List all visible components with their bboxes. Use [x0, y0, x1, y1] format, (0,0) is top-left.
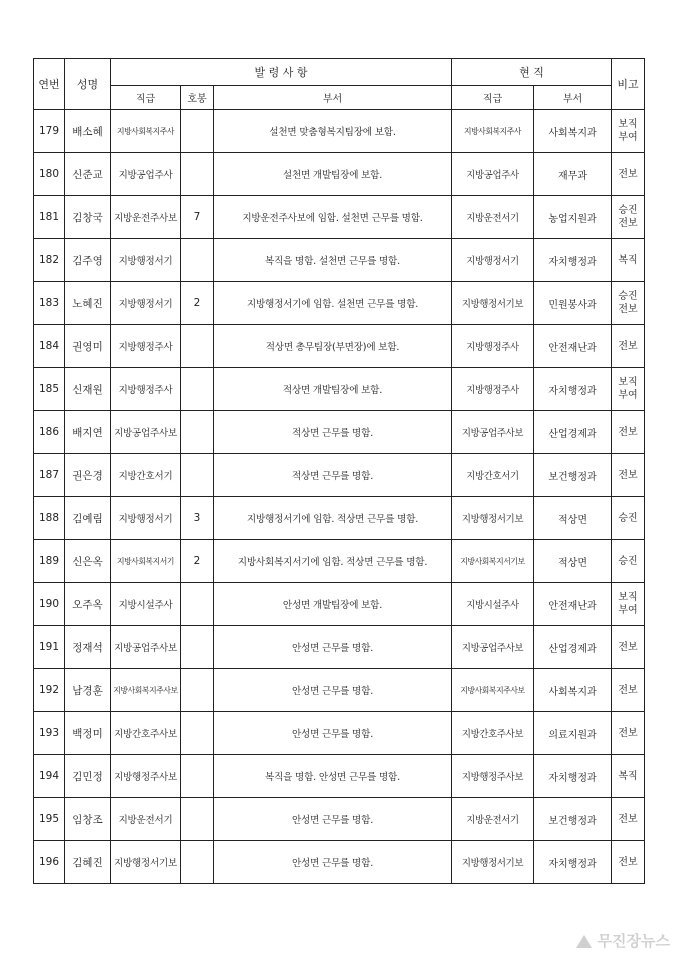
row-name: 신준교 [65, 153, 111, 196]
mountain-logo-icon [574, 934, 594, 948]
table-row [34, 626, 645, 669]
row-grade: 지방간호주사보 [111, 712, 181, 755]
row-current-grade: 지방운전서기 [452, 798, 534, 841]
row-seq: 195 [34, 798, 65, 841]
row-seq: 184 [34, 325, 65, 368]
table-row [34, 755, 645, 798]
row-grade: 지방행정서기 [111, 282, 181, 325]
row-current-dept: 자치행정과 [534, 841, 612, 884]
header-dept: 부서 [214, 86, 452, 110]
row-dept: 지방운전주사보에 임함. 설천면 근무를 명함. [214, 196, 452, 239]
header-current: 현 직 [452, 59, 612, 86]
row-seq: 193 [34, 712, 65, 755]
row-current-dept: 의료지원과 [534, 712, 612, 755]
table-row [34, 282, 645, 325]
row-dept: 지방사회복지서기에 임함. 적상면 근무를 명함. [214, 540, 452, 583]
table-row [34, 110, 645, 153]
row-current-grade: 지방행정주사 [452, 325, 534, 368]
watermark [574, 930, 670, 951]
row-current-grade: 지방행정서기보 [452, 497, 534, 540]
row-level [181, 153, 214, 196]
row-grade: 지방운전주사보 [111, 196, 181, 239]
row-dept: 안성면 근무를 명함. [214, 626, 452, 669]
row-grade: 지방사회복지서기 [111, 540, 181, 583]
row-grade: 지방행정서기 [111, 497, 181, 540]
row-dept: 안성면 근무를 명함. [214, 798, 452, 841]
table-row [34, 497, 645, 540]
header-cur-grade: 직급 [452, 86, 534, 110]
row-name: 임창조 [65, 798, 111, 841]
table-row [34, 583, 645, 626]
table-row [34, 411, 645, 454]
row-seq: 186 [34, 411, 65, 454]
row-grade: 지방운전서기 [111, 798, 181, 841]
row-seq: 181 [34, 196, 65, 239]
row-current-grade: 지방공업주사보 [452, 626, 534, 669]
row-current-dept: 자치행정과 [534, 368, 612, 411]
row-current-grade: 지방사회복지서기보 [452, 540, 534, 583]
row-name: 백정미 [65, 712, 111, 755]
row-current-grade: 지방공업주사보 [452, 411, 534, 454]
row-current-dept: 보건행정과 [534, 454, 612, 497]
row-seq: 190 [34, 583, 65, 626]
row-grade: 지방행정주사보 [111, 755, 181, 798]
row-remark: 전보 [612, 454, 645, 497]
header-remark: 비고 [612, 59, 645, 110]
row-dept: 적상면 근무를 명함. [214, 454, 452, 497]
row-seq: 189 [34, 540, 65, 583]
row-remark: 승진 전보 [612, 282, 645, 325]
row-dept: 안성면 개발팀장에 보함. [214, 583, 452, 626]
row-grade: 지방행정서기보 [111, 841, 181, 884]
row-remark: 전보 [612, 841, 645, 884]
row-current-grade: 지방행정서기 [452, 239, 534, 282]
row-current-grade: 지방행정주사보 [452, 755, 534, 798]
table-row [34, 196, 645, 239]
personnel-table [33, 58, 645, 884]
row-current-dept: 안전재난과 [534, 325, 612, 368]
row-current-grade: 지방사회복지주사보 [452, 669, 534, 712]
row-current-dept: 자치행정과 [534, 239, 612, 282]
row-remark: 전보 [612, 626, 645, 669]
row-dept: 복직을 명함. 설천면 근무를 명함. [214, 239, 452, 282]
row-current-dept: 재무과 [534, 153, 612, 196]
row-current-dept: 자치행정과 [534, 755, 612, 798]
row-level: 3 [181, 497, 214, 540]
row-level [181, 841, 214, 884]
row-dept: 지방행정서기에 임함. 적상면 근무를 명함. [214, 497, 452, 540]
header-seq: 연번 [34, 59, 65, 110]
row-current-dept: 사회복지과 [534, 669, 612, 712]
header-name: 성명 [65, 59, 111, 110]
row-current-grade: 지방시설주사 [452, 583, 534, 626]
table-row [34, 798, 645, 841]
row-dept: 설천면 맞춤형복지팀장에 보함. [214, 110, 452, 153]
table-row [34, 540, 645, 583]
row-seq: 182 [34, 239, 65, 282]
row-name: 정재석 [65, 626, 111, 669]
row-current-grade: 지방행정서기보 [452, 841, 534, 884]
row-name: 노혜진 [65, 282, 111, 325]
row-seq: 187 [34, 454, 65, 497]
row-level [181, 411, 214, 454]
row-name: 신은옥 [65, 540, 111, 583]
row-level [181, 583, 214, 626]
watermark-text: 무진장뉴스 [597, 932, 670, 950]
row-seq: 194 [34, 755, 65, 798]
row-current-dept: 산업경제과 [534, 411, 612, 454]
row-dept: 안성면 근무를 명함. [214, 669, 452, 712]
row-name: 김예림 [65, 497, 111, 540]
table-row [34, 712, 645, 755]
row-remark: 승진 전보 [612, 196, 645, 239]
row-level [181, 712, 214, 755]
row-name: 김창국 [65, 196, 111, 239]
row-level: 7 [181, 196, 214, 239]
row-dept: 지방행정서기에 임함. 설천면 근무를 명함. [214, 282, 452, 325]
row-name: 권은경 [65, 454, 111, 497]
row-current-dept: 보건행정과 [534, 798, 612, 841]
row-name: 김주영 [65, 239, 111, 282]
row-level [181, 239, 214, 282]
row-level [181, 755, 214, 798]
row-dept: 설천면 개발팀장에 보함. [214, 153, 452, 196]
row-seq: 179 [34, 110, 65, 153]
row-name: 김민정 [65, 755, 111, 798]
row-current-dept: 산업경제과 [534, 626, 612, 669]
row-name: 배소혜 [65, 110, 111, 153]
row-grade: 지방간호서기 [111, 454, 181, 497]
row-current-dept: 사회복지과 [534, 110, 612, 153]
row-seq: 191 [34, 626, 65, 669]
table-row [34, 368, 645, 411]
row-level [181, 454, 214, 497]
row-remark: 보직 부여 [612, 368, 645, 411]
row-current-grade: 지방행정주사 [452, 368, 534, 411]
row-level [181, 669, 214, 712]
row-level [181, 325, 214, 368]
row-remark: 복직 [612, 239, 645, 282]
table-body [34, 110, 645, 884]
row-seq: 185 [34, 368, 65, 411]
row-name: 신재원 [65, 368, 111, 411]
header-appointment: 발 령 사 항 [111, 59, 452, 86]
row-dept: 복직을 명함. 안성면 근무를 명함. [214, 755, 452, 798]
row-grade: 지방공업주사보 [111, 626, 181, 669]
row-seq: 180 [34, 153, 65, 196]
row-grade: 지방사회복지주사보 [111, 669, 181, 712]
row-current-grade: 지방사회복지주사 [452, 110, 534, 153]
row-current-dept: 농업지원과 [534, 196, 612, 239]
header-level: 호봉 [181, 86, 214, 110]
row-remark: 전보 [612, 669, 645, 712]
row-seq: 196 [34, 841, 65, 884]
table-row [34, 669, 645, 712]
row-level [181, 798, 214, 841]
row-level: 2 [181, 540, 214, 583]
row-remark: 전보 [612, 712, 645, 755]
row-grade: 지방행정주사 [111, 368, 181, 411]
row-remark: 전보 [612, 411, 645, 454]
row-name: 남경훈 [65, 669, 111, 712]
row-remark: 보직 부여 [612, 583, 645, 626]
row-dept: 적상면 총무팀장(부면장)에 보함. [214, 325, 452, 368]
row-name: 권영미 [65, 325, 111, 368]
row-remark: 전보 [612, 325, 645, 368]
table-row [34, 239, 645, 282]
row-dept: 적상면 개발팀장에 보함. [214, 368, 452, 411]
row-grade: 지방공업주사보 [111, 411, 181, 454]
row-current-dept: 안전재난과 [534, 583, 612, 626]
header-cur-dept: 부서 [534, 86, 612, 110]
row-name: 배지연 [65, 411, 111, 454]
row-name: 오주옥 [65, 583, 111, 626]
row-seq: 183 [34, 282, 65, 325]
row-dept: 안성면 근무를 명함. [214, 841, 452, 884]
row-grade: 지방공업주사 [111, 153, 181, 196]
row-current-grade: 지방간호서기 [452, 454, 534, 497]
row-current-dept: 적상면 [534, 497, 612, 540]
row-grade: 지방시설주사 [111, 583, 181, 626]
row-remark: 보직 부여 [612, 110, 645, 153]
row-level [181, 110, 214, 153]
row-seq: 192 [34, 669, 65, 712]
row-remark: 전보 [612, 153, 645, 196]
table-row [34, 841, 645, 884]
row-grade: 지방행정주사 [111, 325, 181, 368]
table-row [34, 325, 645, 368]
row-current-grade: 지방행정서기보 [452, 282, 534, 325]
row-seq: 188 [34, 497, 65, 540]
row-current-dept: 민원봉사과 [534, 282, 612, 325]
row-current-dept: 적상면 [534, 540, 612, 583]
header-grade: 직급 [111, 86, 181, 110]
row-grade: 지방사회복지주사 [111, 110, 181, 153]
table-row [34, 153, 645, 196]
row-remark: 승진 [612, 497, 645, 540]
row-grade: 지방행정서기 [111, 239, 181, 282]
row-name: 김혜진 [65, 841, 111, 884]
row-remark: 승진 [612, 540, 645, 583]
table-row [34, 454, 645, 497]
row-dept: 안성면 근무를 명함. [214, 712, 452, 755]
row-dept: 적상면 근무를 명함. [214, 411, 452, 454]
row-current-grade: 지방간호주사보 [452, 712, 534, 755]
row-remark: 복직 [612, 755, 645, 798]
row-remark: 전보 [612, 798, 645, 841]
row-current-grade: 지방공업주사 [452, 153, 534, 196]
row-level [181, 368, 214, 411]
row-current-grade: 지방운전서기 [452, 196, 534, 239]
row-level: 2 [181, 282, 214, 325]
row-level [181, 626, 214, 669]
